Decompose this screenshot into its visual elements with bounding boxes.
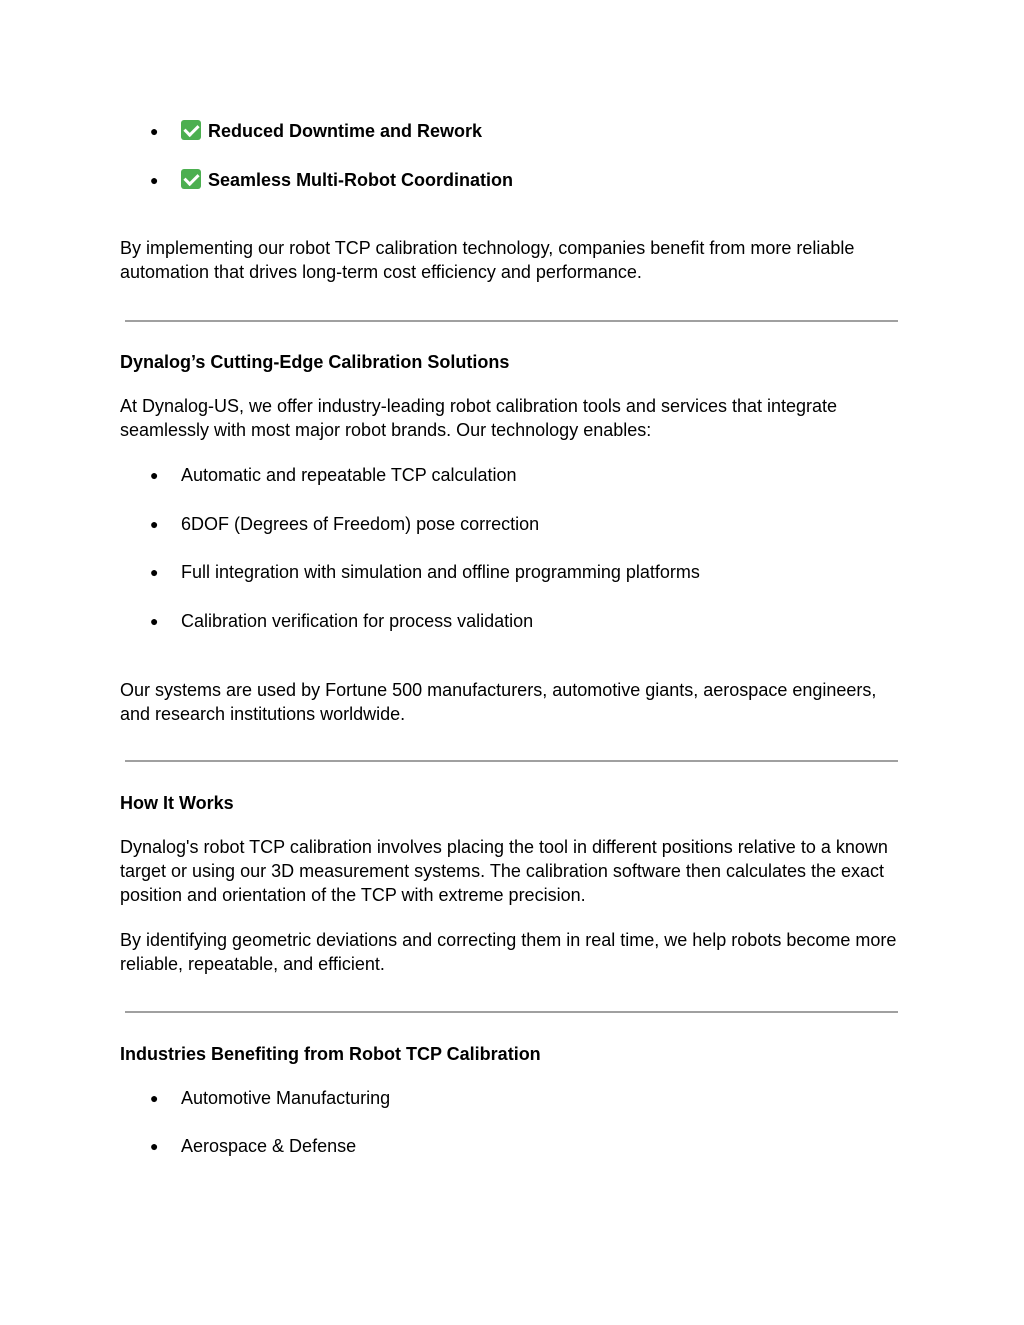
bullet-dot: ● [150, 516, 159, 532]
list-item-text: Seamless Multi-Robot Coordination [208, 170, 514, 190]
list-item-text: Automotive Manufacturing [181, 1088, 391, 1108]
bullet-dot: ● [150, 613, 159, 629]
how-it-works-paragraph: Dynalog's robot TCP calibration involves placing the tool in different positions relative to a known target or using our 3D measurement systems. The calibration software then calculates the exact position and orientation of the TCP with extreme precision. [120, 837, 888, 905]
how-it-works-paragraph: By identifying geometric deviations and correcting them in real time, we help robots become more reliable, repeatable, and efficient. [120, 930, 897, 974]
section-divider [125, 1011, 898, 1013]
check-mark-icon [181, 169, 201, 189]
section-divider [125, 760, 898, 762]
bullet-dot: ● [150, 123, 159, 139]
section-heading-solutions: Dynalog’s Cutting-Edge Calibration Solutions [120, 352, 510, 372]
list-item-text: Aerospace & Defense [181, 1136, 357, 1156]
check-mark-icon [181, 120, 201, 140]
section-heading-how-it-works: How It Works [120, 793, 234, 813]
bullet-dot: ● [150, 564, 159, 580]
section-divider [125, 320, 898, 322]
list-item-text: Reduced Downtime and Rework [208, 121, 483, 141]
bullet-dot: ● [150, 467, 159, 483]
bullet-dot: ● [150, 1138, 159, 1154]
list-item-text: Full integration with simulation and offline programming platforms [181, 562, 700, 582]
intro-paragraph: By implementing our robot TCP calibration technology, companies benefit from more reliable automation that drives long-term cost efficiency and performance. [120, 238, 855, 282]
list-item-text: Automatic and repeatable TCP calculation [181, 465, 517, 485]
section-heading-industries: Industries Benefiting from Robot TCP Calibration [120, 1044, 541, 1064]
list-item-text: 6DOF (Degrees of Freedom) pose correction [181, 514, 540, 534]
list-item-text: Calibration verification for process validation [181, 611, 534, 631]
bullet-dot: ● [150, 1090, 159, 1106]
solutions-intro-paragraph: At Dynalog-US, we offer industry-leading robot calibration tools and services that integrate seamlessly with most major robot brands. Our technology enables: [120, 396, 838, 440]
solutions-closing-paragraph: Our systems are used by Fortune 500 manufacturers, automotive giants, aerospace engineers, and research institutions worldwide. [120, 680, 877, 724]
bullet-dot: ● [150, 172, 159, 188]
